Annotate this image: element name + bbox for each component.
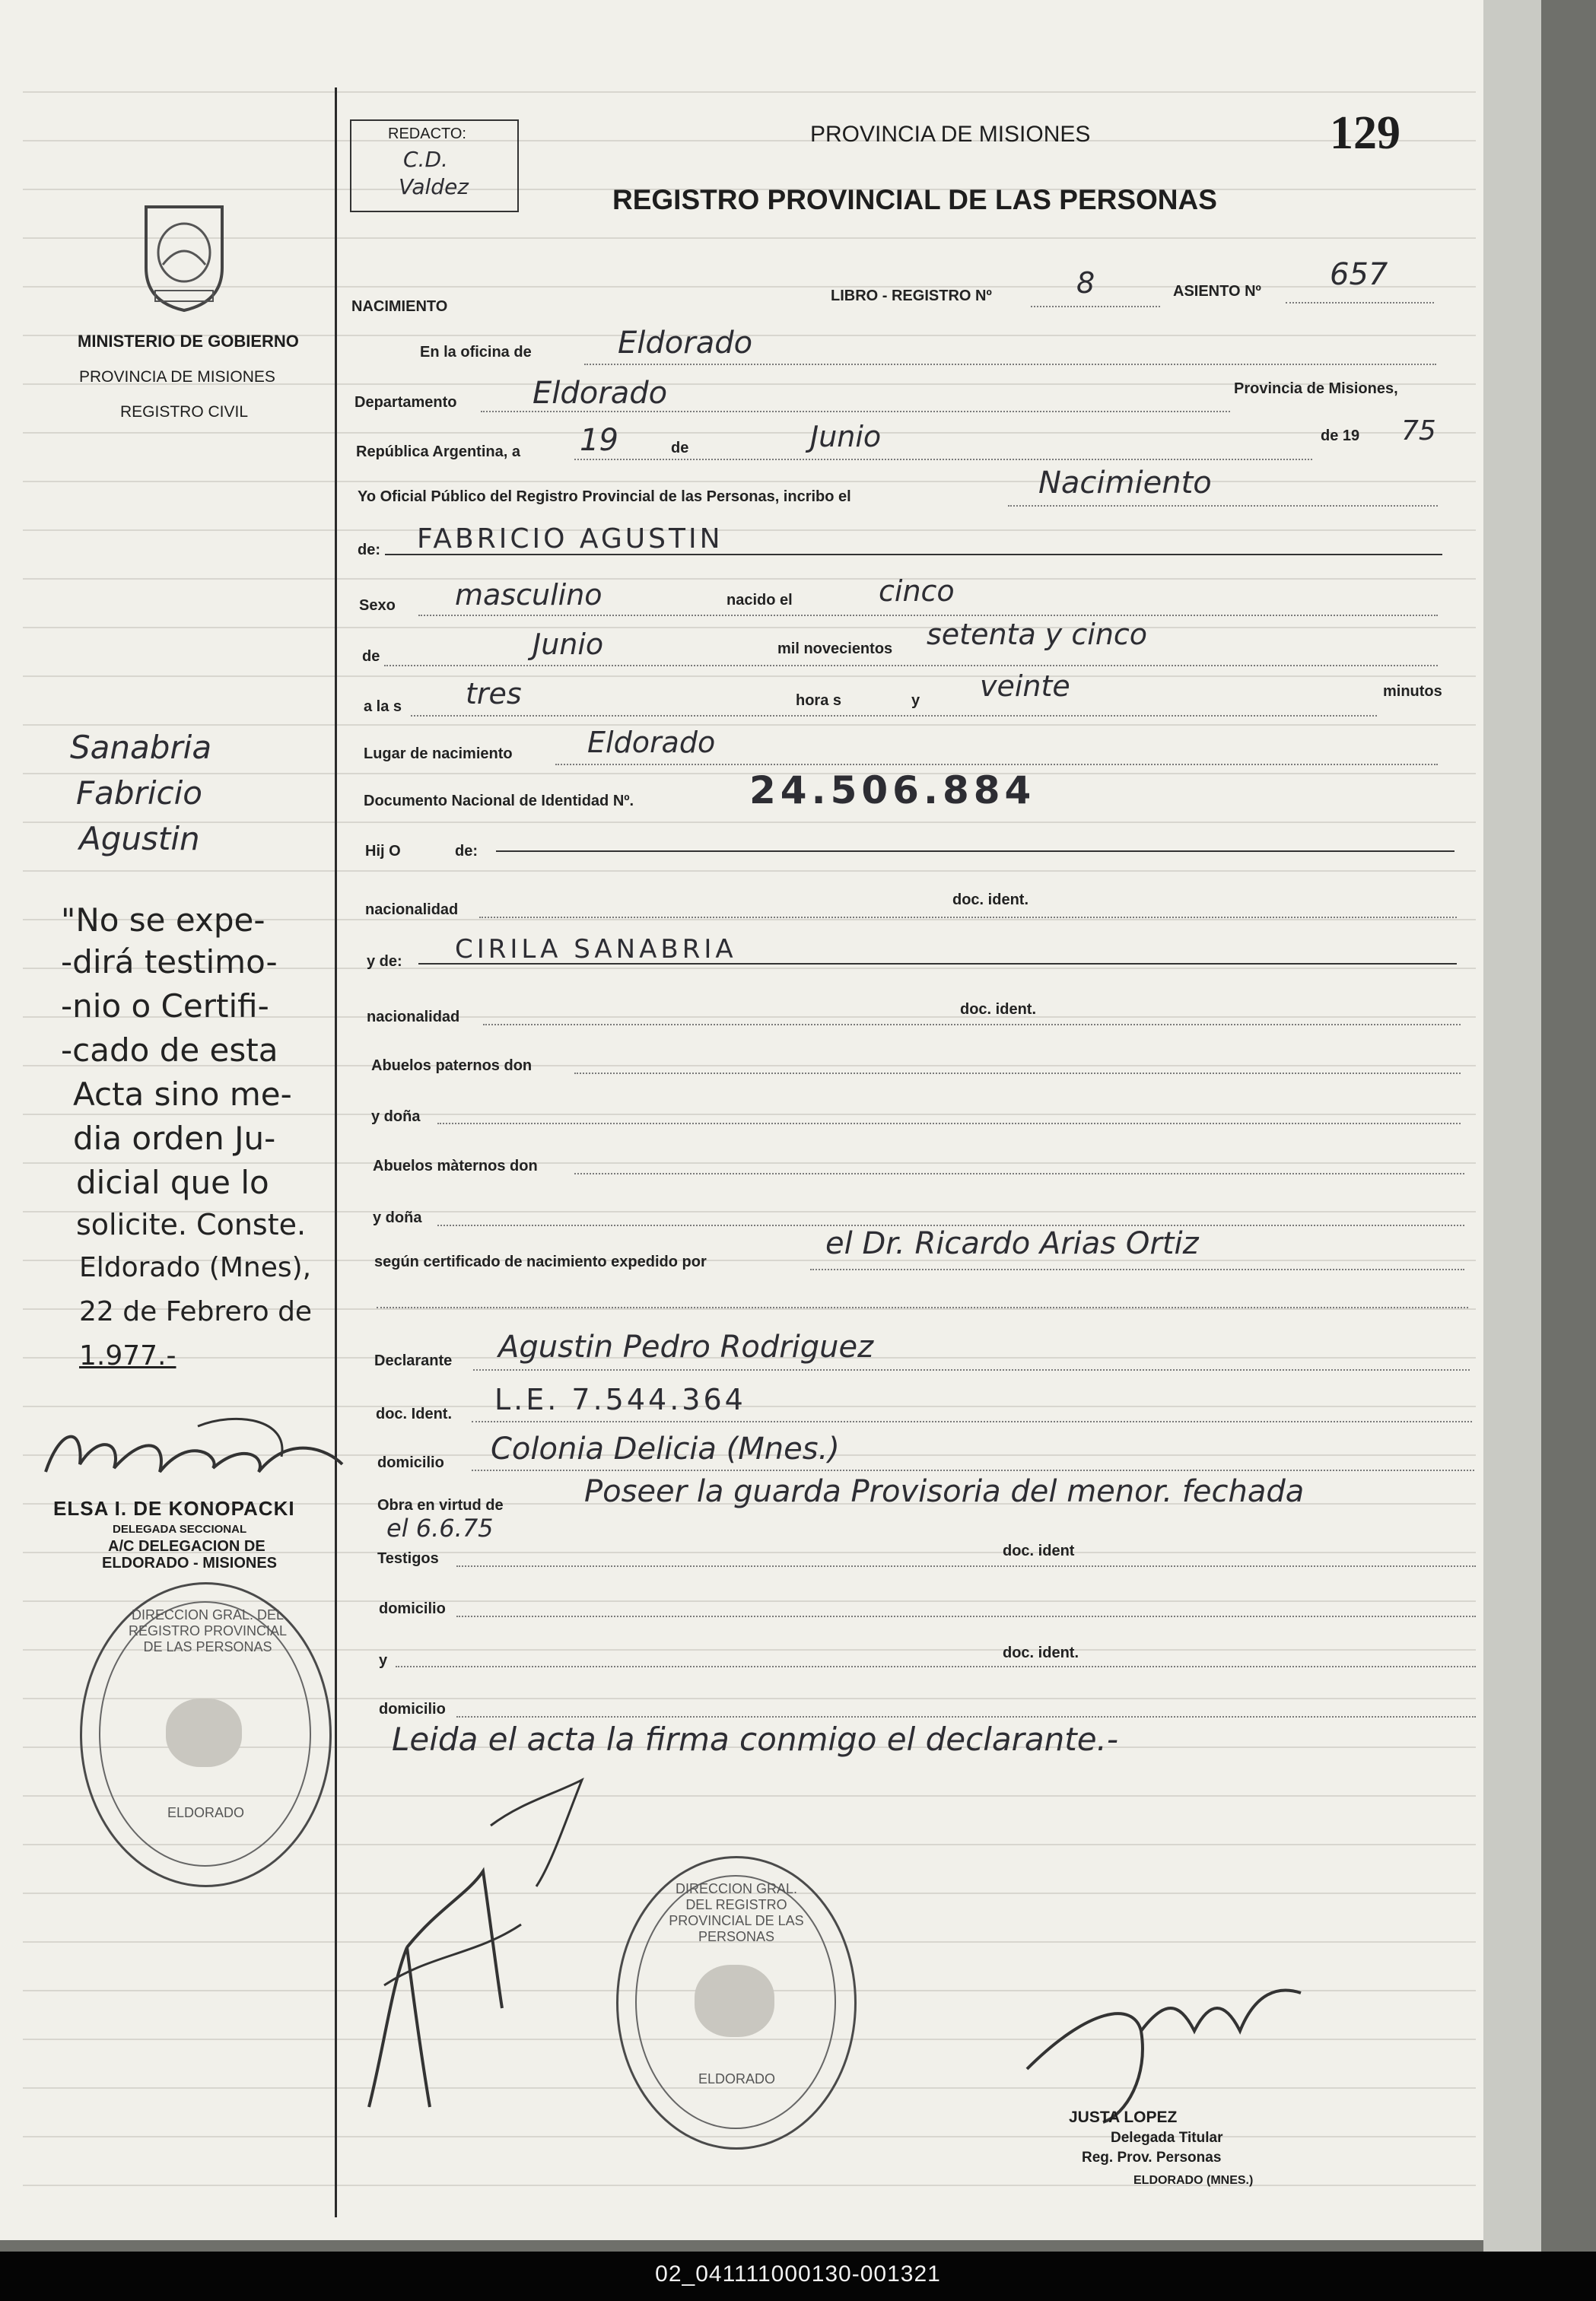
redacto-label: REDACTO:	[388, 126, 466, 142]
margin-note-line: dia orden Ju-	[73, 1120, 276, 1157]
official-title2: Reg. Prov. Personas	[1082, 2150, 1222, 2166]
ruled-line	[23, 822, 1476, 823]
ruled-line	[23, 675, 1476, 677]
document-title: REGISTRO PROVINCIAL DE LAS PERSONAS	[612, 184, 1217, 215]
de3-label: de	[362, 648, 380, 665]
minutos-label: minutos	[1383, 683, 1442, 700]
oficina-value: Eldorado	[618, 326, 753, 361]
child-name: FABRICIO AGUSTIN	[417, 523, 723, 555]
ruled-line	[23, 237, 1476, 239]
bottom-seal-stamp	[616, 1856, 857, 2150]
doc-declarante-value: L.E. 7.544.364	[494, 1383, 746, 1416]
ruled-line	[23, 2185, 1476, 2186]
horas-label: hora s	[796, 692, 842, 709]
section-label: NACIMIENTO	[351, 298, 448, 315]
redacto-initials: C.D.	[403, 147, 448, 172]
ydona1-label: y doña	[371, 1108, 421, 1125]
asiento-value: 657	[1330, 257, 1388, 292]
de-label: de	[671, 440, 689, 456]
ministry-name: MINISTERIO DE GOBIERNO	[78, 332, 299, 351]
delegate-title1: DELEGADA SECCIONAL	[113, 1523, 247, 1536]
hijo-label: Hij O	[365, 843, 401, 860]
declarante-value: Agustin Pedro Rodriguez	[498, 1330, 874, 1365]
closing-statement: Leida el acta la firma conmigo el declarante.-	[392, 1721, 1119, 1758]
lugar-label: Lugar de nacimiento	[364, 745, 513, 762]
obra-date: el 6.6.75	[386, 1514, 494, 1543]
ruled-line	[23, 91, 1476, 93]
delegate-signature	[38, 1411, 358, 1495]
abuelos-maternos-label: Abuelos màternos don	[373, 1158, 538, 1174]
mil-label: mil novecientos	[777, 640, 893, 657]
domicilio-label: domicilio	[377, 1454, 444, 1471]
margin-note-line: "No se expe-	[61, 901, 265, 939]
nacido-value: cinco	[879, 574, 955, 608]
redacto-name: Valdez	[399, 174, 469, 199]
libro-value: 8	[1076, 266, 1095, 300]
yde-label: y de:	[367, 953, 402, 970]
domicilio2-label: domicilio	[379, 1701, 446, 1718]
ministry-registry: REGISTRO CIVIL	[120, 403, 249, 421]
seal-text: DIRECCION GRAL. DEL REGISTRO PROVINCIAL DE LAS PERSONAS	[128, 1607, 288, 1654]
delegate-title3: ELDORADO - MISIONES	[102, 1555, 278, 1572]
declarant-signature	[339, 1757, 643, 2122]
domicilio1-label: domicilio	[379, 1600, 446, 1617]
ydona2-label: y doña	[373, 1209, 422, 1226]
margin-firstname: Fabricio	[76, 774, 202, 812]
yo-label: Yo Oficial Público del Registro Provincial de las Personas, incribo el	[358, 488, 851, 505]
delegate-name: ELSA I. DE KONOPACKI	[53, 1497, 295, 1520]
ruled-line	[23, 578, 1476, 580]
book-binding	[1483, 0, 1541, 2252]
departamento-label: Departamento	[354, 394, 457, 411]
mes-value: Junio	[533, 628, 604, 661]
doc2-label: doc. ident.	[960, 1001, 1036, 1018]
margin-rule	[335, 87, 337, 2217]
alas-label: a la s	[364, 698, 402, 715]
delegate-title2: A/C DELEGACION DE	[108, 1538, 265, 1555]
declarante-label: Declarante	[374, 1352, 453, 1369]
ruled-line	[23, 529, 1476, 531]
seal-inner-text: ELDORADO	[167, 1805, 245, 1820]
margin-note-line: solicite. Conste.	[76, 1208, 307, 1241]
year-label: de 19	[1321, 427, 1360, 444]
official-name: JUSTA LOPEZ	[1069, 2109, 1178, 2126]
ruled-line	[23, 1114, 1476, 1115]
date-month: Junio	[810, 420, 882, 453]
de2-label: de:	[358, 542, 380, 558]
margin-note-line: -nio o Certifi-	[61, 987, 269, 1025]
seal-stamp	[80, 1582, 332, 1887]
y2-label: y	[379, 1652, 388, 1669]
ruled-line	[23, 724, 1476, 726]
obra-label: Obra en virtud de	[377, 1497, 504, 1514]
provincia-label: Provincia de Misiones,	[1234, 380, 1398, 397]
testigos-label: Testigos	[377, 1550, 439, 1567]
file-id: 02_041111000130-001321	[655, 2261, 941, 2287]
nacionalidad1-label: nacionalidad	[365, 901, 459, 918]
margin-surname: Sanabria	[70, 729, 212, 766]
ruled-line	[23, 627, 1476, 628]
date-day: 19	[580, 423, 618, 458]
official-title1: Delegada Titular	[1111, 2130, 1223, 2146]
ruled-line	[23, 140, 1476, 141]
abuelos-paternos-label: Abuelos paternos don	[371, 1057, 533, 1074]
anio-value: setenta y cinco	[927, 618, 1148, 651]
ruled-line	[23, 870, 1476, 872]
ruled-line	[23, 432, 1476, 434]
domicilio-value: Colonia Delicia (Mnes.)	[491, 1432, 840, 1467]
sexo-label: Sexo	[359, 597, 396, 614]
page-number: 129	[1330, 107, 1400, 159]
margin-note-line: 1.977.-	[79, 1340, 176, 1371]
dni-value: 24.506.884	[749, 768, 1036, 812]
republica-label: República Argentina, a	[356, 443, 520, 460]
certificado-label: según certificado de nacimiento expedido por	[374, 1254, 707, 1270]
horas-value: tres	[466, 677, 522, 710]
libro-label: LIBRO - REGISTRO Nº	[831, 288, 992, 304]
bottom-seal-inner: ELDORADO	[698, 2071, 776, 2086]
margin-note-line: Eldorado (Mnes),	[79, 1252, 312, 1283]
margin-note-line: dicial que lo	[76, 1164, 269, 1201]
departamento-value: Eldorado	[533, 376, 668, 411]
y-label: y	[911, 692, 920, 709]
bottom-seal-emblem-icon	[695, 1965, 774, 2037]
margin-note-line: Acta sino me-	[73, 1076, 292, 1113]
official-signature	[1012, 1970, 1316, 2130]
obra-value: Poseer la guarda Provisoria del menor. fechada	[584, 1474, 1305, 1509]
minutos-value: veinte	[980, 669, 1070, 703]
asiento-label: ASIENTO Nº	[1173, 283, 1261, 300]
oficina-label: En la oficina de	[420, 344, 532, 361]
nacido-label: nacido el	[726, 592, 793, 609]
province-header: PROVINCIA DE MISIONES	[810, 122, 1091, 147]
hijo-de-label: de:	[455, 843, 478, 860]
doc-testigo1-label: doc. ident	[1003, 1543, 1075, 1559]
seal-emblem-icon	[166, 1699, 242, 1767]
doc1-label: doc. ident.	[952, 891, 1028, 908]
nacionalidad2-label: nacionalidad	[367, 1009, 460, 1025]
bottom-seal-text: DIRECCION GRAL. DEL REGISTRO PROVINCIAL DE LAS PERSONAS	[669, 1881, 804, 1944]
ministry-province: PROVINCIA DE MISIONES	[79, 368, 275, 386]
official-title3: ELDORADO (MNES.)	[1133, 2174, 1254, 2187]
sexo-value: masculino	[455, 578, 602, 612]
redacto-box	[350, 119, 519, 212]
margin-note-line: 22 de Febrero de	[79, 1296, 313, 1327]
yo-value: Nacimiento	[1038, 466, 1212, 501]
year-value: 75	[1401, 415, 1436, 447]
doc-testigo2-label: doc. ident.	[1003, 1645, 1079, 1661]
doc-declarante-label: doc. Ident.	[376, 1406, 452, 1422]
margin-secondname: Agustin	[79, 820, 200, 857]
coat-of-arms-icon	[135, 199, 233, 313]
mother-name: CIRILA SANABRIA	[455, 934, 737, 965]
dni-label: Documento Nacional de Identidad Nº.	[364, 793, 634, 809]
certificado-value: el Dr. Ricardo Arias Ortiz	[825, 1226, 1199, 1261]
margin-note-line: -dirá testimo-	[61, 943, 278, 980]
ruled-line	[23, 1406, 1476, 1407]
ruled-line	[23, 481, 1476, 482]
margin-note-line: -cado de esta	[61, 1031, 278, 1069]
lugar-value: Eldorado	[587, 726, 716, 759]
